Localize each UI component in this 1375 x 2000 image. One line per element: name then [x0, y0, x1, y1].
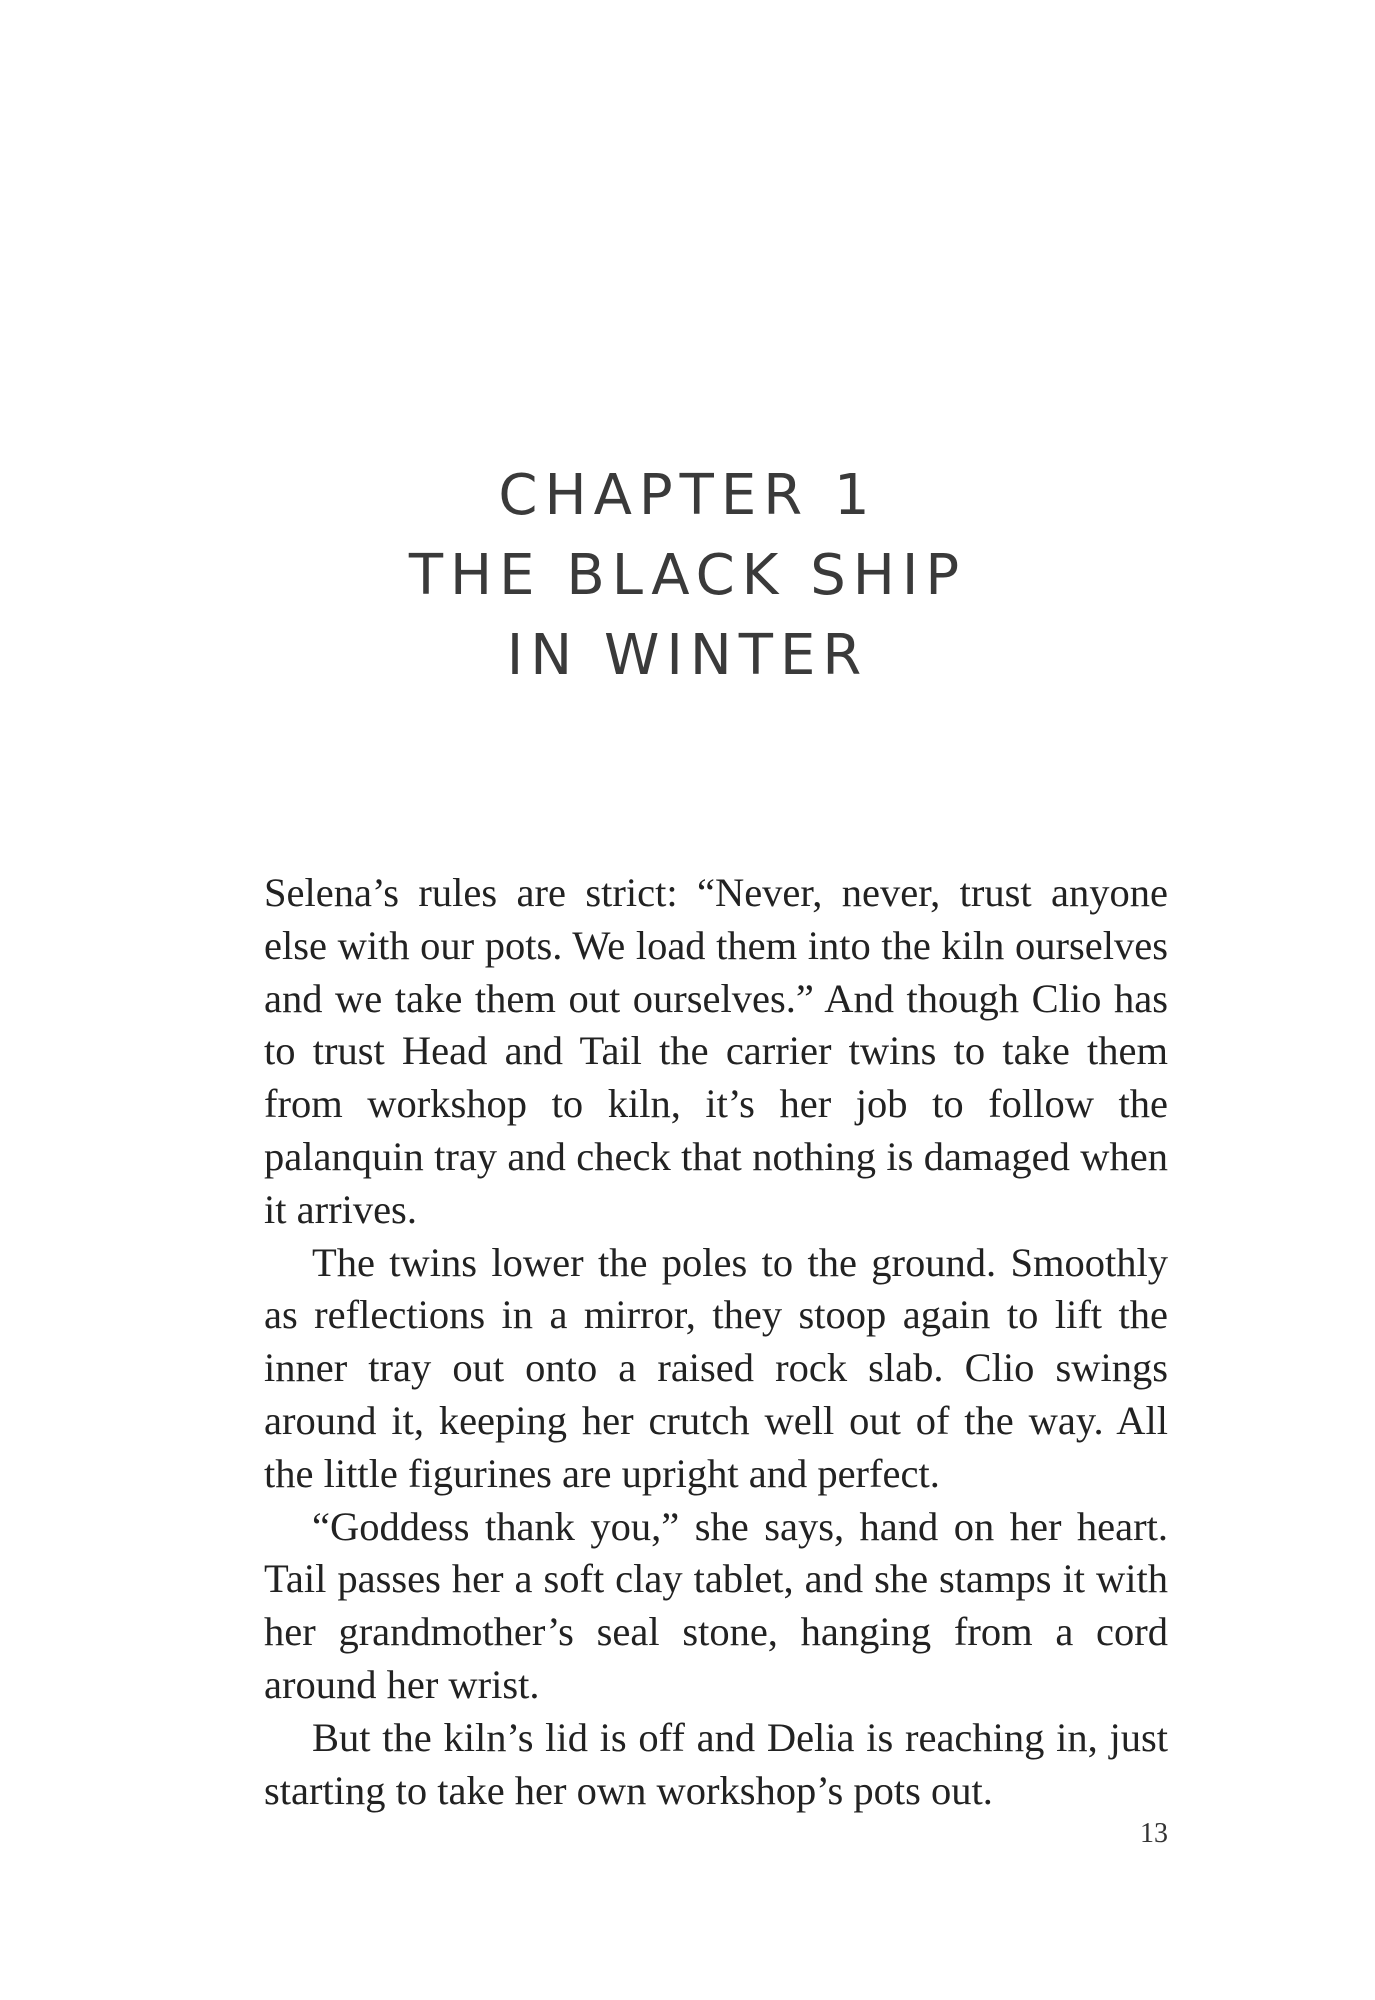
chapter-number: CHAPTER 1 [498, 462, 877, 528]
paragraph-4: But the kiln’s lid is off and Delia is reaching in, just starting to take her own workshop’s pots out. [264, 1714, 1168, 1813]
chapter-title-line-1: THE BLACK SHIP [408, 542, 967, 608]
paragraph-1: Selena’s rules are strict: “Never, never, trust anyone else with our pots. We load them into the kiln ourselves and we take them out ourselves.” And though Clio has to trust Head and Tail the carrier twins to take them from workshop to kiln, it’s her job to follow the palanquin tray and check that nothing is damaged when it arrives. [264, 870, 1168, 1232]
page-number: 13 [1140, 1818, 1168, 1849]
chapter-title-line-2: IN WINTER [506, 622, 869, 688]
chapter-heading [0, 456, 1375, 696]
paragraph-2: The twins lower the poles to the ground. Smoothly as reflections in a mirror, they stoop again to lift the inner tray out onto a raised rock slab. Clio swings around it, keeping her crutch well out of the way. All the little figurines are upright and perfect. [264, 1239, 1168, 1496]
paragraph-3: “Goddess thank you,” she says, hand on her heart. Tail passes her a soft clay tablet, and she stamps it with her grandmother’s seal stone, hanging from a cord around her wrist. [264, 1503, 1168, 1707]
body-text [264, 867, 1168, 1817]
